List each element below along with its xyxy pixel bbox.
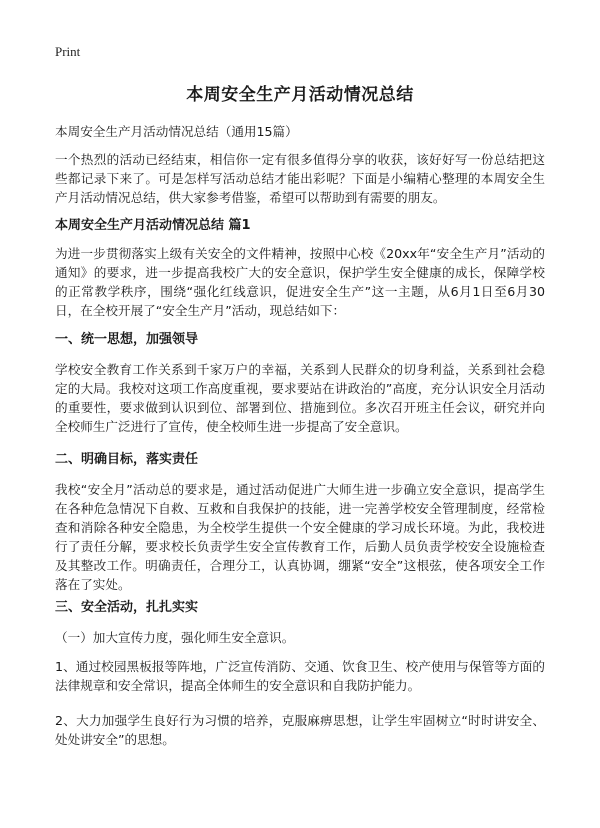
list-item-2: 2、大力加强学生良好行为习惯的培养，克服麻痹思想，让学生牢固树立“时时讲安全、处处讲安全”的思想。 [55,713,545,747]
print-link[interactable]: Print [55,44,81,59]
section-title: 本周安全生产月活动情况总结 篇1 [55,218,251,233]
body-paragraph-1: 为进一步贯彻落实上级有关安全的文件精神，按照中心校《20xx年“安全生产月”活动的通知》的要求，进一步提高我校广大的安全意识，保护学生安全健康的成长，保障学校的正常教学秩序，围绕“强化红线意识，促进安全生产”这一主题，从6月1日至6月30日，在全校开展了“安全生产月”活动，现总结如下： [55,246,545,318]
section-heading-3: 三、安全活动，扎扎实实 [55,600,199,615]
list-item-1: 1、通过校园黑板报等阵地，广泛宣传消防、交通、饮食卫生、校产使用与保管等方面的法律规章和安全常识，提高全体师生的安全意识和自我防护能力。 [55,659,545,693]
document-title: 本周安全生产月活动情况总结 [186,85,414,105]
body-paragraph-2: 学校安全教育工作关系到千家万户的幸福，关系到人民群众的切身利益，关系到社会稳定的大局。我校对这项工作高度重视，要求要站在讲政治的”高度，充分认识安全月活动的重要性，要求做到认识到位、部署到位、措施到位。多次召开班主任会议，研究并向全校师生广泛进行了宣传，使全校师生进一步提高了安全意识。 [55,362,545,434]
document-subtitle: 本周安全生产月活动情况总结（通用15篇） [55,124,298,139]
section-heading-1: 一、统一思想，加强领导 [55,332,199,347]
section-heading-2: 二、明确目标，落实责任 [55,452,199,467]
intro-paragraph: 一个热烈的活动已经结束，相信你一定有很多值得分享的收获，该好好写一份总结把这些都记录下来了。可是怎样写活动总结才能出彩呢？下面是小编精心整理的本周安全生产月活动情况总结，供大家参考借鉴，希望可以帮助到有需要的朋友。 [55,152,545,205]
subsection-title: （一）加大宣传力度，强化师生安全意识。 [55,630,295,645]
body-paragraph-3: 我校“安全月”活动总的要求是，通过活动促进广大师生进一步确立安全意识，提高学生在各种危急情况下自救、互救和自我保护的技能，进一完善学校安全管理制度，经常检查和消除各种安全隐患，为全校学生提供一个安全健康的学习成长环境。为此，我校进行了责任分解，要求校长负责学生安全宣传教育工作，后勤人员负责学校安全设施检查及其整改工作。明确责任，合理分工，认真协调，绷紧“安全”这根弦，使各项安全工作落在了实处。 [55,482,545,592]
